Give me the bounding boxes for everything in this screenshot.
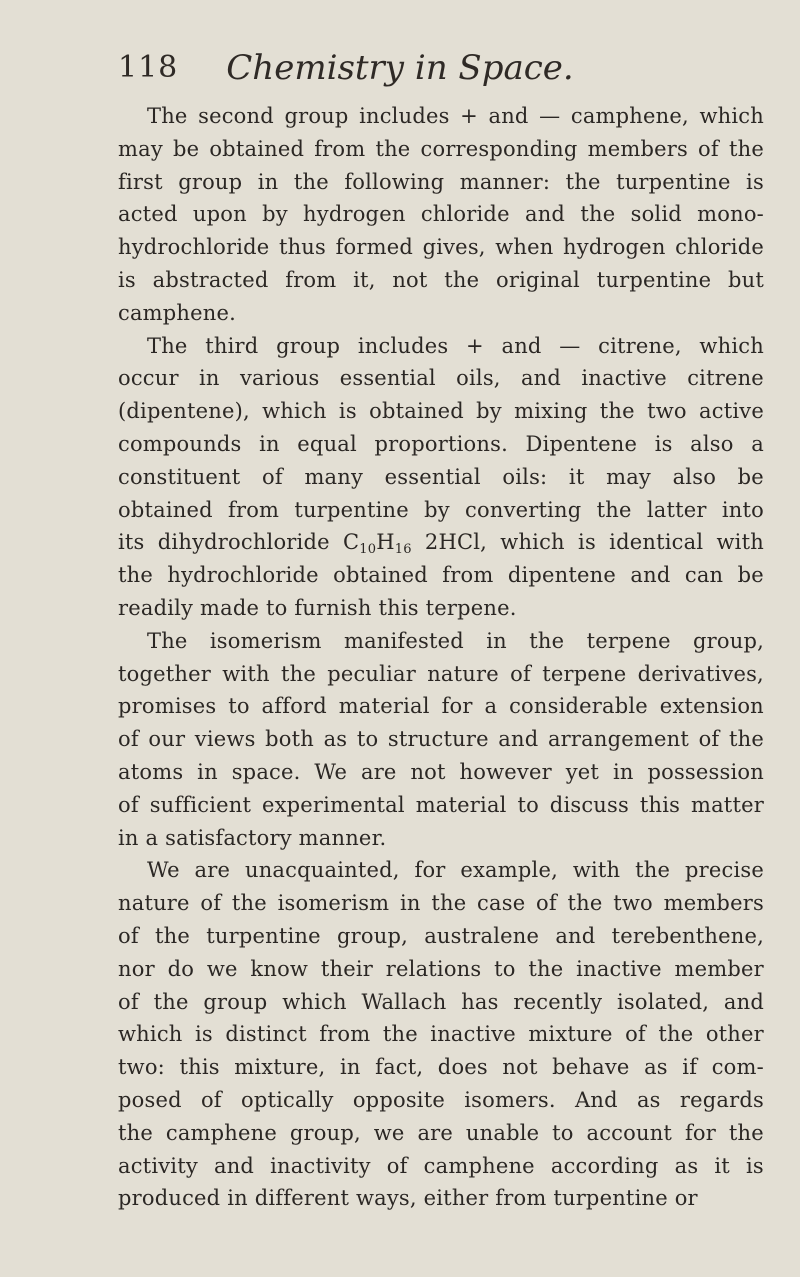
text-line: together with the peculiar nature of terpene derivatives, (118, 661, 764, 686)
text-line: is abstracted from it, not the original turpentine but (118, 267, 764, 292)
text-line: We are unacquainted, for example, with the precise (147, 858, 764, 883)
body-text (118, 100, 764, 1215)
text-line: camphene. (118, 300, 237, 325)
text-line: compounds in equal proportions. Dipentene is also a (118, 431, 764, 456)
text-line: readily made to furnish this terpene. (118, 595, 517, 620)
text-line: two: this mixture, in fact, does not behave as if com- (118, 1055, 764, 1080)
text-line: The second group includes + and — camphene, which (147, 104, 764, 128)
text-line: the hydrochloride obtained from dipentene and can be (118, 563, 764, 588)
text-line: hydrochloride thus formed gives, when hydrogen chloride (118, 235, 764, 260)
text-line: acted upon by hydrogen chloride and the solid mono- (118, 202, 764, 227)
text-line: obtained from turpentine by converting the latter into (118, 497, 764, 522)
chemical-formula: $C_{10}H_{16}$ (342, 530, 412, 558)
text-line: of our views both as to structure and arrangement of the (118, 727, 764, 752)
text-line: in a satisfactory manner. (118, 825, 387, 850)
text-line: the camphene group, we are unable to account for the (118, 1120, 764, 1145)
text-line: posed of optically opposite isomers. And as regards (118, 1087, 764, 1112)
text-line: of sufficient experimental material to discuss this matter (118, 792, 764, 817)
running-head: Chemistry in Space. (226, 48, 574, 88)
text-line: activity and inactivity of camphene according as it is (118, 1153, 764, 1178)
text-line: occur in various essential oils, and inactive citrene (118, 366, 764, 391)
text-line: constituent of many essential oils: it may also be (118, 464, 764, 489)
text-line: atoms in space. We are not however yet in possession (118, 759, 764, 784)
text-line: its dihydrochloride $C_{10}H_{16}$ 2HCl, which is identical with (118, 530, 764, 558)
text-line: produced in different ways, either from turpentine or (118, 1186, 698, 1211)
text-line: nor do we know their relations to the inactive member (118, 956, 764, 981)
page-header (0, 48, 800, 92)
text-line: The third group includes + and — citrene, which (147, 333, 764, 358)
page-number: 118 (118, 50, 179, 85)
text-line: of the group which Wallach has recently isolated, and (118, 989, 764, 1014)
text-line: nature of the isomerism in the case of the two members (118, 891, 764, 916)
text-line: which is distinct from the inactive mixture of the other (118, 1022, 764, 1047)
text-line: may be obtained from the corresponding members of the (118, 136, 764, 161)
text-line: promises to afford material for a considerable extension (118, 694, 764, 719)
text-line: first group in the following manner: the turpentine is (118, 169, 764, 194)
text-line: (dipentene), which is obtained by mixing the two active (118, 399, 764, 424)
text-line: The isomerism manifested in the terpene group, (147, 628, 764, 653)
text-line: of the turpentine group, australene and terebenthene, (118, 923, 764, 948)
